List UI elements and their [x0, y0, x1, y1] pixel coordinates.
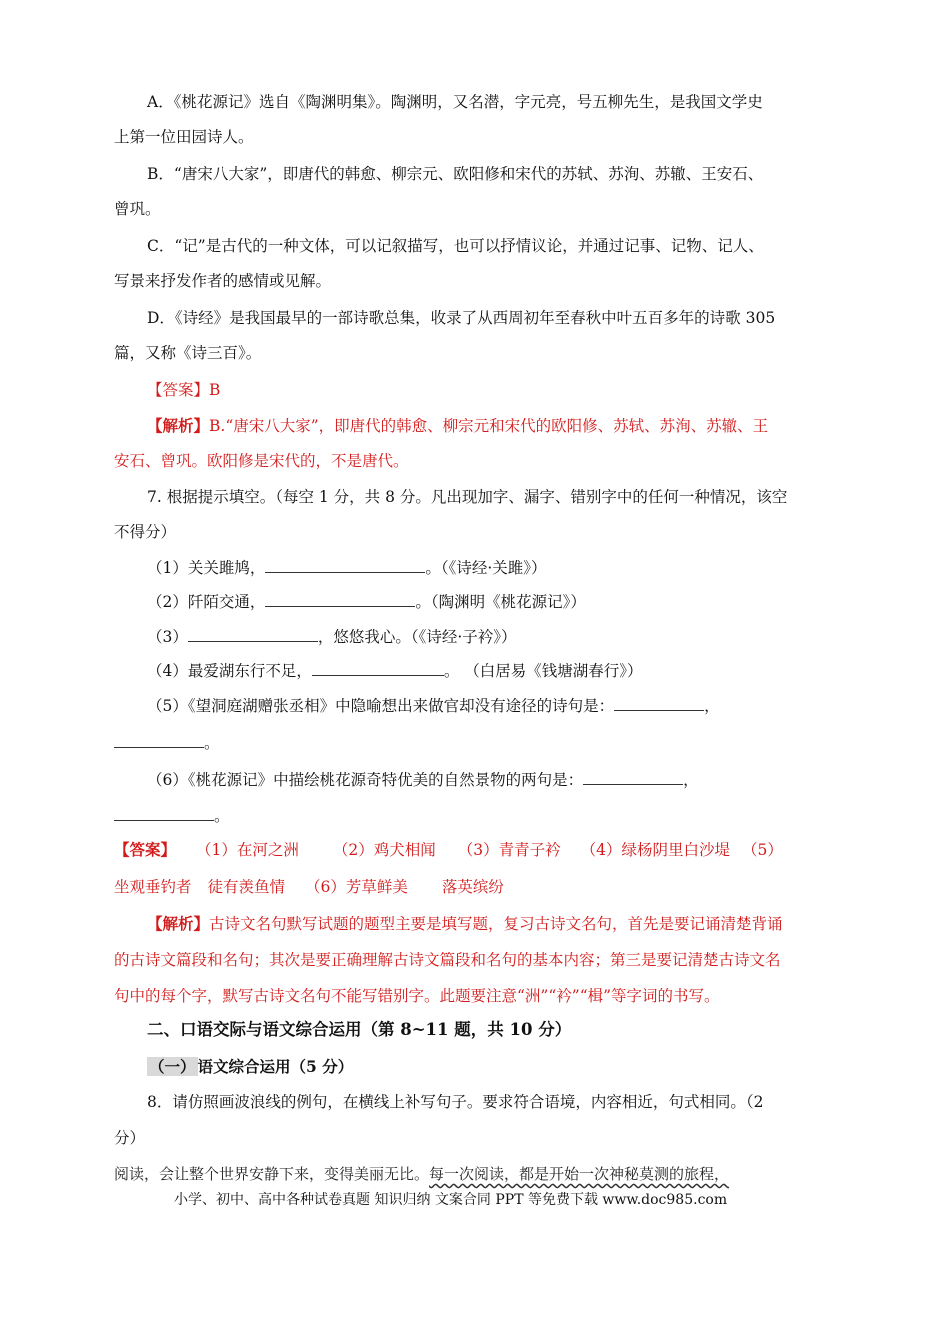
option-d-line1: D．《诗经》是我国最早的一部诗歌总集，收录了从西周初年至春秋中叶五百多年的诗歌 305 [147, 309, 776, 327]
q7-item2 [147, 592, 586, 612]
item5-blank2[interactable] [114, 733, 204, 748]
item1-source: 。（《诗经·关雎》） [425, 559, 547, 577]
item1-blank[interactable] [265, 558, 425, 573]
section2-title: 二、口语交际与语文综合运用（第 8~11 题，共 10 分） [147, 1020, 572, 1039]
item6-comma: ， [683, 771, 699, 789]
item6-blank1[interactable] [583, 770, 683, 785]
item5-period: 。 [204, 734, 220, 752]
q7-answer-line2 [114, 877, 504, 897]
q7-answer-label: 【答案】 [114, 840, 177, 859]
q6-analysis-line1 [147, 416, 768, 436]
analysis-label: 【解析】 [147, 416, 210, 435]
q7-answer-5b: 徒有羡鱼情 [207, 878, 286, 896]
q7-answer-3: （3）青青子衿 [457, 841, 561, 859]
item3-source: ，悠悠我心。（《诗经·子衿》） [317, 628, 517, 646]
item6-period: 。 [214, 807, 230, 825]
item4-source: 。 （白居易《钱塘湖春行》） [443, 662, 643, 680]
item3-prompt: （3） [147, 628, 188, 646]
item4-blank[interactable] [312, 661, 444, 676]
q7-item3 [147, 627, 517, 647]
option-c-line2: 写景来抒发作者的感情或见解。 [114, 272, 332, 290]
q7-item6-line1 [147, 770, 699, 790]
answer-label: 【答案】 [147, 381, 210, 399]
item6-blank2[interactable] [114, 806, 214, 821]
q7-item4 [147, 661, 643, 681]
q7-analysis-line3: 句中的每个字，默写古诗文名句不能写错别字。此题要注意“洲”“衿”“楫”等字词的书写。 [114, 987, 720, 1005]
item2-prompt: （2）阡陌交通， [147, 593, 266, 611]
q7-analysis-label: 【解析】 [147, 914, 210, 933]
subsection-label: （一） [149, 1057, 196, 1076]
item1-prompt: （1）关关雎鸠， [147, 559, 266, 577]
subsection-title: 语文综合运用（5 分） [197, 1057, 354, 1076]
analysis-text: B.“唐宋八大家”，即唐代的韩愈、柳宗元和宋代的欧阳修、苏轼、苏洵、苏辙、王 [209, 417, 769, 435]
item6-prompt: （6）《桃花源记》中描绘桃花源奇特优美的自然景物的两句是： [147, 771, 584, 789]
option-a-line1: A．《桃花源记》选自《陶渊明集》。陶渊明，又名潜，字元亮，号五柳先生，是我国文学史 [147, 93, 763, 111]
q7-item5-line1 [147, 696, 720, 716]
page-footer: 小学、初中、高中各种试卷真题 知识归纳 文案合同 PPT 等免费下载 www.doc985.com [174, 1192, 728, 1208]
q7-answer-5a: 坐观垂钓者 [114, 878, 192, 896]
q7-stem-line2: 不得分） [114, 523, 177, 541]
q7-item5-line2 [114, 733, 220, 753]
option-a-line2: 上第一位田园诗人。 [114, 128, 254, 146]
answer-value: B [209, 381, 221, 399]
item4-prompt: （4）最爱湖东行不足， [147, 662, 312, 680]
q7-answer-4: （4）绿杨阴里白沙堤 [580, 841, 731, 859]
q7-analysis-line2: 的古诗文篇段和名句；其次是要正确理解古诗文篇段和名句的基本内容；第三是要记清楚古诗文名 [114, 951, 781, 969]
q6-analysis-line2: 安石、曾巩。欧阳修是宋代的，不是唐代。 [114, 452, 409, 470]
q7-analysis-text: 古诗文名句默写试题的题型主要是填写题，复习古诗文名句，首先是要记诵清楚背诵 [209, 915, 783, 933]
example-plain-text: 阅读，会让整个世界安静下来，变得美丽无比。 [114, 1165, 430, 1183]
q7-answer-6b: 落英缤纷 [441, 878, 504, 896]
q8-example-sentence [114, 1164, 729, 1184]
q7-item6-line2 [114, 806, 230, 826]
q7-answer-2: （2）鸡犬相闻 [332, 841, 436, 859]
item3-blank[interactable] [188, 627, 318, 642]
example-wavy-text: 每一次阅读，都是开始一次神秘莫测的旅程， [429, 1165, 730, 1183]
item5-blank1[interactable] [614, 696, 704, 711]
option-d-line2: 篇，又称《诗三百》。 [114, 344, 262, 362]
option-b-line2: 曾巩。 [114, 200, 161, 218]
q7-answer-6a: （6）芳草鲜美 [305, 878, 408, 896]
q7-analysis-line1 [147, 914, 783, 934]
q7-answer-line1 [114, 840, 783, 860]
q7-answer-5-num: （5） [742, 841, 783, 859]
q8-stem-line2: 分） [114, 1129, 146, 1147]
item5-prompt: （5）《望洞庭湖赠张丞相》中隐喻想出来做官却没有途径的诗句是： [147, 697, 615, 715]
q6-answer [147, 380, 220, 400]
q7-answer-1: （1）在河之洲 [196, 841, 299, 859]
item2-source: 。（陶渊明《桃花源记》） [415, 593, 586, 611]
option-c-line1: C．“记”是古代的一种文体，可以记叙描写，也可以抒情议论，并通过记事、记物、记人、 [147, 237, 764, 255]
section2-subtitle [147, 1057, 353, 1077]
q7-stem-line1: 7. 根据提示填空。（每空 1 分，共 8 分。凡出现加字、漏字、错别字中的任何一种情况，该空 [147, 488, 788, 506]
q8-stem-line1: 8．请仿照画波浪线的例句，在横线上补写句子。要求符合语境，内容相近，句式相同。（2 [147, 1093, 764, 1111]
item5-comma: ， [704, 697, 720, 715]
item2-blank[interactable] [265, 592, 415, 607]
q7-item1 [147, 558, 547, 578]
option-b-line1: B．“唐宋八大家”，即唐代的韩愈、柳宗元、欧阳修和宋代的苏轼、苏洵、苏辙、王安石、 [147, 165, 764, 183]
